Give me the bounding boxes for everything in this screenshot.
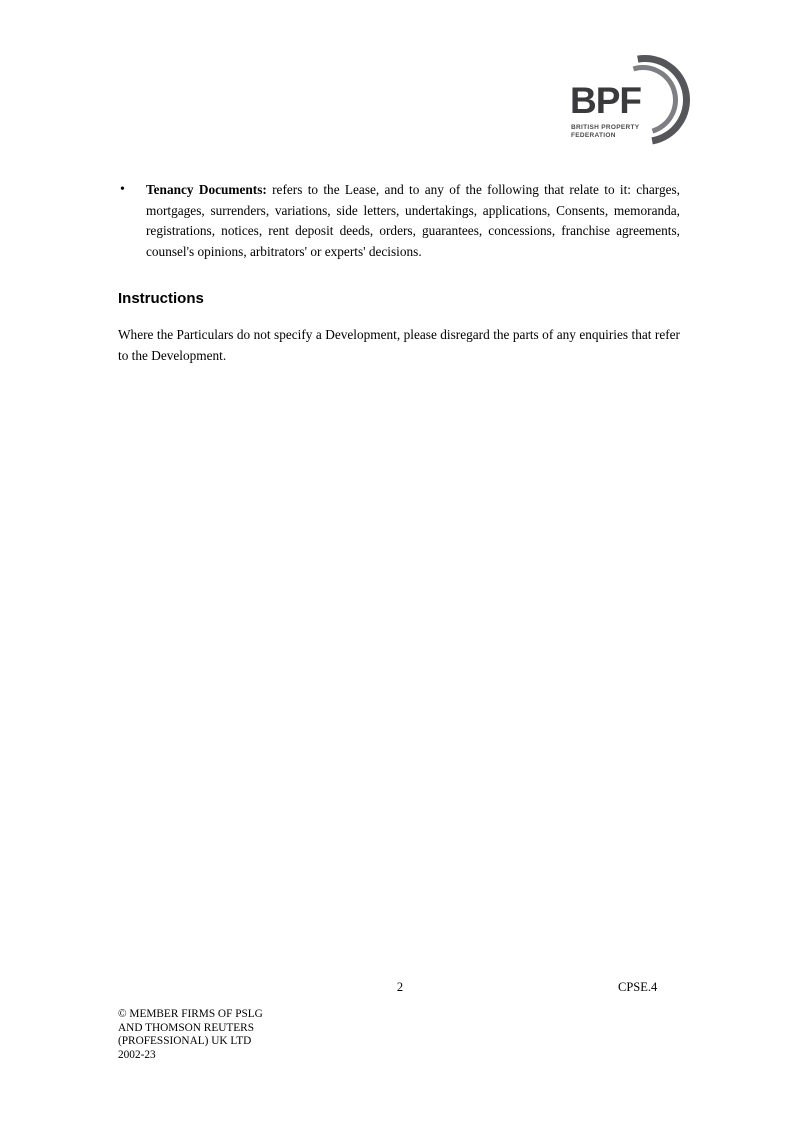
- copyright-notice: [118, 1008, 293, 1062]
- bpf-subtitle: [571, 124, 671, 140]
- copyright-line-3: (PROFESSIONAL) UK LTD: [118, 1035, 252, 1047]
- copyright-line-2: AND THOMSON REUTERS: [118, 1021, 254, 1034]
- document-reference: CPSE.4: [618, 980, 658, 994]
- list-item: [118, 180, 680, 263]
- page-number: 2: [396, 980, 404, 994]
- definitions-list: [118, 180, 680, 263]
- instructions-paragraph: Where the Particulars do not specify a Development, please disregard the parts of any enquiries that refer to the Development.: [118, 326, 680, 363]
- copyright-line-4: 2002-23: [118, 1048, 156, 1061]
- bpf-subtitle-line2: FEDERATION: [571, 132, 616, 139]
- document-body: [118, 180, 680, 366]
- definition-term: Tenancy Documents:: [146, 182, 267, 197]
- bpf-subtitle-line1: BRITISH PROPERTY: [571, 124, 640, 131]
- definition-text: refers to the Lease, and to any of the following that relate to it: charges, mortgages, surrenders, variations, side letters, undertakings, applications, Consents, memoranda, registrations, notices, rent deposit deeds, orders, guarantees, concessions, franchise agreements, counsel's opinions, arbitrators' or experts' decisions.: [146, 182, 680, 260]
- bpf-logo: [570, 55, 690, 150]
- copyright-line-1: © MEMBER FIRMS OF PSLG: [118, 1008, 263, 1020]
- section-heading: Instructions: [118, 289, 204, 307]
- bpf-wordmark: BPF: [570, 80, 641, 121]
- bullet-icon: •: [120, 182, 125, 197]
